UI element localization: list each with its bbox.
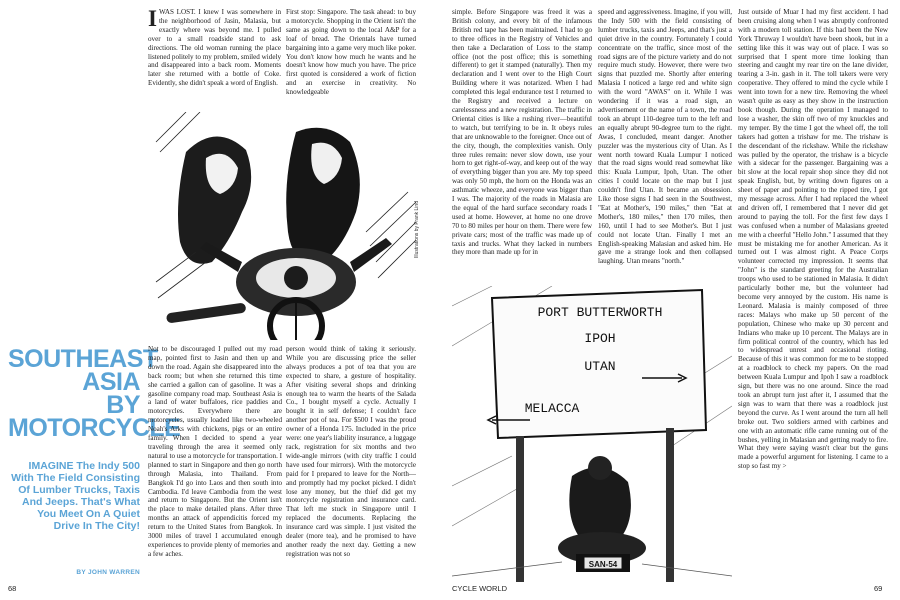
headline-line-2: ASIA — [82, 368, 140, 396]
article-column-4 — [286, 345, 416, 583]
road-sign-drawing — [452, 286, 732, 582]
article-column-7 — [738, 8, 888, 582]
article-byline: BY JOHN WARREN — [76, 569, 140, 576]
article-column-3 — [148, 345, 282, 583]
page-number-right: 69 — [874, 584, 883, 593]
riders-drawing — [146, 112, 418, 340]
article-headline — [8, 345, 181, 442]
column-1-text: WAS LOST. I knew I was somewhere in the neighborhood of Jasin, Malasia, but exactly where was beyond me. I pulled over to a small roadside stand to ask directions. The old woman running the place listened politely to my problem, smiled widely and disappeared into a back room. Moments later she returned with a bottle of Coke. Evidently, she didn't speak a word of English. — [148, 8, 281, 88]
column-6-text: speed and aggressiveness. Imagine, if you will, the Indy 500 with the field consisting of lumber trucks, taxis and Jeeps, and that's just a quiet drive in the country. Fortunately I could concentrate on the traffic, since most of the road signs are of the picture variety and do not require much study. However, there were two signs that puzzled me. Shortly after entering Malasia I noticed a large red and white sign with the word "AWAS" on it. While I was wondering if it was a road sign, an advertisement or the name of a town, the road took an abrupt 110-degree turn to the left and an equally abrupt 90-degree turn to the right. Awas, I concluded, meant danger. Another puzzler was the mysterious city of Utan. As I went north toward Kuala Lumpur I noticed that the road signs would read somewhat like this: Kuala Lumpur, Ipoh, Utan. The other cities I could locate on the map but I just couldn't find Utan. It became an obsession. Like those signs I had seen in the Southwest, "Eat at Mother's, 190 miles," then "Eat at Mother's, 180 miles," then 170 miles, then 160, until I had to see Mother's. But I just could not locate Utan. Finally I met an English-speaking Malasian and asked him. He gave me a strange look and then collapsed laughing. Utan means "north." — [598, 8, 732, 266]
license-plate: SAN-54 — [588, 560, 618, 569]
headline-line-3: BY — [106, 391, 140, 419]
column-3-text: Not to be discouraged I pulled out my road map, pointed first to Jasin and then up and down the road. Again she disappeared into the back room; but when she returned this time she carried a gallon can of gasoline. It was a gasoline company road map. Southeast Asia is a land of water buffaloes, rice paddies and motorcycles. Everywhere there are motorcycles, usually loaded like two-wheeled Noah's Arks with chickens, pigs or an entire family. When I decided to spend a year traveling through the area it seemed only natural to use a motorcycle for transportation. I planned to start in Singapore and then go north through Malasia, into Thailand. From Bangkok I'd go into Laos and then south into Cambodia. I'd leave Cambodia from the west and return to Singapore. But the Orient isn't the place to make detailed plans. After three months an attack of appendicitis forced my return to the United States from Bangkok. In 3000 miles of travel I accumulated enough experiences to provide plenty of memories and a few aches. — [148, 345, 282, 558]
article-column-5 — [452, 8, 592, 282]
column-7-text: Just outside of Muar I had my first accident. I had been cruising along when I was abruptly confronted with a modern toll station. If this had been the New York Thruway I wouldn't have been shook, but in a setting like this it was way out of place. I was so surprised that I spent more time looking than steering and caught my rear tire on the lane divider, tearing a 3-in. gash in it. The toll takers were very cooperative. They offered to mind the cycle while I went into town for a new tire. Removing the wheel wasn't quite as easy as they show in the instruction book though. During the operation I managed to lose a washer, the skin off two of my knuckles and my temper. By the time I got the wheel off, the toll takers had gotten a trishaw for me. The trishaw is the descendant of the rickshaw. While the rickshaw was pulled by the operator, the trishaw is a bicycle with a sidecar for the passenger. Bargaining was a bit slow at the local repair shop since they did not speak English, but, by writing down figures on a sheet of paper and pointing to the ripped tire, I got my message across. After I had replaced the wheel and driven off, I remembered that I never did get around to paying the toll. For the first few days I was confused when a number of Malasians greeted me with a cheerful "Hello John." I assumed that they must be mistaking me for another American. As it turned out I was almost right. A Peace Corps volunteer corrected my impression. It seems that "John" is the standard greeting for the Australian troops who used to be stationed in Malasia. It didn't particularly bother me, but the volunteer had become very annoyed by the custom. His name is Leonard. Malasia is mainly composed of three races: Malays who make up 50 percent of the population, Chinese who make up 30 percent and Indians who make up 10 percent. The Malays are in firm political control of the country, which has led to widespread unrest and occasional rioting. Because of this it was common for me to be stopped at a roadblock to check my papers. On the road between Kuala Lumpur and Ipoh I saw a roadblock sign, but there was no one around. Since the road took an abrupt turn just after it, I assumed that the sign was to warn that there was a roadblock just beyond the curve. As I went around the turn all hell broke out. Two soldiers armed with carbines and one with an automatic rifle came running out of the bushes, yelling in Malasian and getting ready to fire. What they were saying wasn't clear but the guns made a powerful argument for listening. I came to a stop so fast my > — [738, 8, 888, 471]
sign-line-2: IPOH — [584, 331, 616, 346]
column-2-text: First stop: Singapore. The task ahead: to buy a motorcycle. Shopping in the Orient isn't the same as going down to the local A&P for a loaf of bread. The Orientals have turned bargaining into a game very much like poker. You don't know how much he wants and he doesn't know how much you have. The price first quoted is considered a work of fiction and an exercise in creativity. No knowledgeable — [286, 8, 416, 97]
column-5-text: simple. Before Singapore was freed it was a British colony, and every bit of the infamous British red tape has been maintained. I had to go to three offices in the Registry of Vehicles and then take a Declaration of Loss to the stamp office (not the post office; this is something different) to get it stamped (naturally). Then my declaration and I went over to the High Court Building where it was notarized. When I had completed this legal endurance test I returned to the Registry and received a lecture on carelessness and a new registration. The traffic in Oriental cities is like a rushing river—beautiful to watch, but terrifying to be in. It obeys rules that are unknowable to the foreigner. Once out of the city, though, the complexities vanish. Only three rules remain: never slow down, use your horn to get right-of-way, and keep out of the way of everything bigger than you are. My top speed was only 50 mph, the horn on the Honda was an asthmatic wheeze, and everyone was bigger than I was. The majority of the roads in Malasia are the equal of the hard surface secondary roads I used at home. However, at home no one drove 70 to 80 miles per hour on them. There were few private cars; most of the traffic was made up of taxis and trucks. What they lacked in numbers they more than made up for in — [452, 8, 592, 257]
article-column-1 — [148, 8, 281, 112]
article-column-6 — [598, 8, 732, 282]
illustration-credit: Illustrations by Frank Lind — [414, 201, 420, 258]
headline-line-4: MOTORCYCLE — [8, 414, 181, 442]
page-number-left: 68 — [8, 584, 17, 593]
drop-cap: I — [148, 8, 157, 31]
sign-line-4: MELACCA — [524, 401, 580, 416]
article-deck: IMAGINE The Indy 500 With The Field Consisting Of Lumber Trucks, Taxis And Jeeps. That's What You Meet On A Quiet Drive In The City! — [11, 460, 140, 532]
sign-line-1: PORT BUTTERWORTH — [537, 305, 663, 320]
article-column-2 — [286, 8, 416, 112]
column-4-text: person would think of taking it seriously. While you are discussing price the seller always produces a pot of tea that you are expected to share, a gesture of hospitality. After visiting several shops and drinking enough tea to warm the hearts of the Salada Co., I bought myself a cycle. Actually I bought it in self defense; I couldn't face another pot of tea. For $500 I was the proud owner of a Honda 175. Included in the price were: one year's liability insurance, a luggage rack, registration for six months and two wide-angle mirrors (with city traffic I could have used four mirrors). With the motorcycle paid for I prepared to leave for the North—and promptly had my pocket picked. I didn't lose any money, but the thief did get my motorcycle registration and insurance card. That left me stuck in Singapore until I replaced the documents. Replacing the insurance card was simple. I just visited the dealer (more tea), and he promised to have another ready the next day. Getting a new registration was not so — [286, 345, 416, 558]
motorcycle-illustration — [146, 112, 418, 340]
sign-line-3: UTAN — [584, 359, 616, 374]
headline-line-1: SOUTHEAST — [8, 345, 158, 373]
magazine-name: CYCLE WORLD — [452, 584, 508, 593]
road-sign-illustration — [452, 286, 732, 582]
